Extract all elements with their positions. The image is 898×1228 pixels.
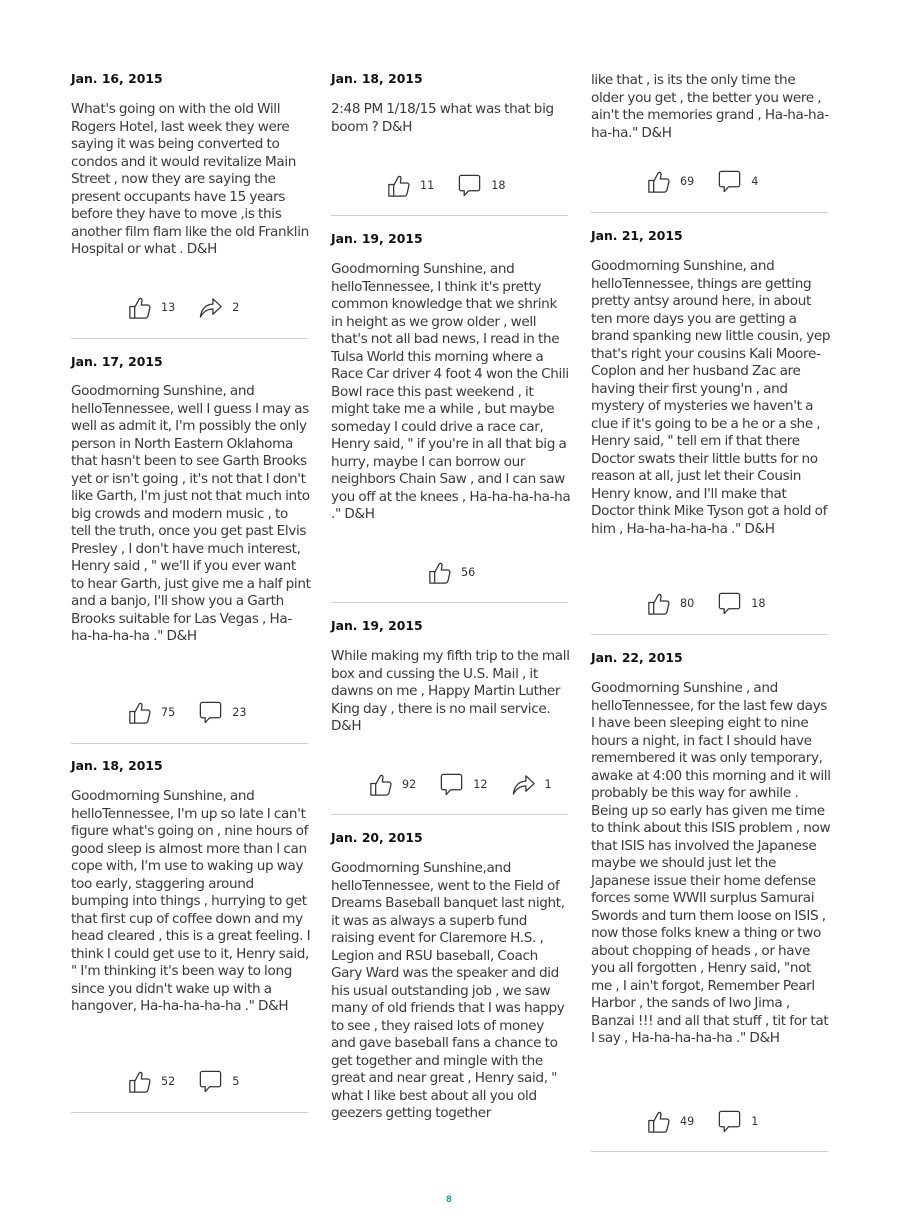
post-divider: [71, 743, 308, 744]
comment-stat[interactable]: [197, 1068, 246, 1095]
post-stats: [426, 558, 475, 586]
thumbs-up-icon[interactable]: [126, 699, 153, 726]
page-number: 8: [446, 1195, 452, 1205]
post-stats: [126, 1067, 246, 1095]
post-stats: [126, 293, 246, 321]
post-text-continued: like that , is its the only time the older you get , the better you were , ain't the memories grand , Ha-ha-ha-ha-ha." D&H: [591, 72, 829, 141]
post-date: Jan. 21, 2015: [591, 228, 683, 243]
post-date: Jan. 20, 2015: [331, 830, 423, 845]
comment-count: 5: [232, 1074, 240, 1088]
post-stats: [385, 171, 506, 199]
thumbs-up-icon[interactable]: [367, 771, 394, 798]
thumbs-up-icon[interactable]: [426, 559, 453, 586]
thumbs-up-icon[interactable]: [126, 294, 153, 321]
share-arrow-icon[interactable]: [197, 294, 224, 321]
post-divider: [331, 602, 568, 603]
comment-stat[interactable]: [716, 590, 765, 617]
thumbs-up-icon[interactable]: [385, 172, 412, 199]
comment-bubble-icon[interactable]: [456, 172, 483, 199]
like-stat[interactable]: [126, 699, 175, 726]
post-divider: [331, 814, 568, 815]
post-text: Goodmorning Sunshine, and helloTennessee, I think it's pretty common knowledge that we shrink in height as we grow older , well that's not all bad news, I read in the Tulsa World this morning where a Race Car driver 4 foot 4 won the Chili Bowl race this past weekend , it might take me a while , but maybe someday I could drive a race car, Henry said, " if you're in all that big a hurry, maybe I can borrow our neighbors Chain Saw , and I can saw you off at the knees , Ha-ha-ha-ha-ha ." D&H: [331, 261, 571, 522]
like-stat[interactable]: [385, 172, 434, 199]
post-divider: [591, 1151, 828, 1152]
like-count: 52: [161, 1074, 176, 1088]
post-text: Goodmorning Sunshine , and helloTennessee, for the last few days I have been sleeping eight to nine hours a night, in fact I should have remembered it was only temporary, awake at 4:00 this morning and it will probably be this way for awhile . Being up so early has given me time to think about this ISIS problem , now that ISIS has involved the Japanese maybe we should just let the Japanese issue their home defense forces some WWII surplus Samurai Swords and turn them loose on ISIS , now those folks knew a thing or two about chopping of heads , or have you all forgotten , Henry said, "not me , I ain't forgot, Remember Pearl Harbor , the sands of Iwo Jima , Banzai !!! and all that stuff , tit for tat I say , Ha-ha-ha-ha-ha ." D&H: [591, 680, 831, 1046]
comment-count: 12: [473, 777, 488, 791]
post-date: Jan. 17, 2015: [71, 354, 163, 369]
post-text: Goodmorning Sunshine,and helloTennessee, went to the Field of Dreams Baseball banquet last night, it was as always a superb fund raising event for Claremore H.S. , Legion and RSU baseball, Coach Gary Ward was the speaker and did his usual outstanding job , we saw many of old friends that I was happy to see , they raised lots of money and gave baseball fans a chance to get together and mingle with the great and near great , Henry said, " what I like best about all you old geezers getting together: [331, 860, 565, 1121]
like-stat[interactable]: [426, 559, 475, 586]
comment-stat[interactable]: [456, 172, 505, 199]
thumbs-up-icon[interactable]: [126, 1068, 153, 1095]
post-text: Goodmorning Sunshine, and helloTennessee, things are getting pretty antsy around here, in about ten more days you are getting a brand spanking new little cousin, yep that's right your cousins Kali Moore-Coplon and her husband Zac are having their first young'n , and mystery of mysteries we haven't a clue if it's going to be a he or a she , Henry said, " tell em if that there Doctor swats their little butts for no reason at all, just let their Cousin Henry know, and I'll make that Doctor think Mike Tyson got a hold of him , Ha-ha-ha-ha-ha ." D&H: [591, 258, 831, 537]
like-count: 80: [680, 596, 695, 610]
post-text: While making my fifth trip to the mall box and cussing the U.S. Mail , it dawns on me , Happy Martin Luther King day , there is no mail service. D&H: [331, 648, 570, 734]
comment-bubble-icon[interactable]: [197, 1068, 224, 1095]
like-count: 92: [402, 777, 417, 791]
comment-count: 4: [751, 174, 759, 188]
comment-stat[interactable]: [716, 1108, 765, 1135]
post-date: Jan. 16, 2015: [71, 71, 163, 86]
share-stat[interactable]: [197, 294, 246, 321]
post-date: Jan. 18, 2015: [71, 758, 163, 773]
post-text: Goodmorning Sunshine, and helloTennessee, well I guess I may as well as admit it, I'm possibly the only person in North Eastern Oklahoma that hasn't been to see Garth Brooks yet or isn't going , it's not that I don't like Garth, I'm just not that much into big crowds and modern music , to tell the truth, once you get past Elvis Presley , I don't have much interest, Henry said , " we'll if you ever want to hear Garth, just give me a half pint and a banjo, I'll show you a Garth Brooks suitable for Las Vegas , Ha-ha-ha-ha-ha ." D&H: [71, 383, 311, 644]
like-count: 56: [461, 565, 476, 579]
post-text: What's going on with the old Will Rogers Hotel, last week they were saying it was being converted to condos and it would revitalize Main Street , now they are saying the present occupants have 15 years before they have to move ,is this another film flam like the old Franklin Hospital or what . D&H: [71, 101, 309, 257]
post-text: 2:48 PM 1/18/15 what was that big boom ? D&H: [331, 101, 554, 135]
comment-bubble-icon[interactable]: [716, 1108, 743, 1135]
thumbs-up-icon[interactable]: [645, 1108, 672, 1135]
share-stat[interactable]: [510, 771, 559, 798]
post-divider: [591, 212, 828, 213]
like-count: 69: [680, 174, 695, 188]
share-arrow-icon[interactable]: [510, 771, 537, 798]
post-divider: [71, 1112, 308, 1113]
thumbs-up-icon[interactable]: [645, 168, 672, 195]
like-stat[interactable]: [126, 1068, 175, 1095]
comment-stat[interactable]: [197, 699, 246, 726]
like-stat[interactable]: [645, 1108, 694, 1135]
post-date: Jan. 18, 2015: [331, 71, 423, 86]
comment-count: 18: [751, 596, 766, 610]
like-count: 11: [420, 178, 435, 192]
like-stat[interactable]: [367, 771, 416, 798]
share-count: 1: [544, 777, 552, 791]
post-divider: [71, 338, 308, 339]
post-stats: [645, 1107, 765, 1135]
post-date: Jan. 19, 2015: [331, 618, 423, 633]
comment-stat[interactable]: [716, 168, 765, 195]
like-count: 75: [161, 705, 176, 719]
comment-count: 23: [232, 705, 247, 719]
comment-stat[interactable]: [438, 771, 487, 798]
thumbs-up-icon[interactable]: [645, 590, 672, 617]
comment-bubble-icon[interactable]: [716, 590, 743, 617]
post-date: Jan. 19, 2015: [331, 231, 423, 246]
comment-count: 18: [491, 178, 506, 192]
comment-bubble-icon[interactable]: [716, 168, 743, 195]
like-stat[interactable]: [126, 294, 175, 321]
post-stats: [645, 589, 766, 617]
comment-bubble-icon[interactable]: [438, 771, 465, 798]
comment-count: 1: [751, 1114, 759, 1128]
like-count: 13: [161, 300, 176, 314]
post-stats: [645, 167, 765, 195]
post-divider: [591, 634, 828, 635]
post-text: Goodmorning Sunshine, and helloTennessee, I'm up so late I can't figure what's going on , nine hours of good sleep is almost more than I can cope with, I'm use to waking up way too early, staggering around bumping into things , hurrying to get that first cup of coffee down and my head cleared , this is a great feeling. I think I could get use to it, Henry said, " I'm thinking it's been way to long since you didn't wake up with a hangover, Ha-ha-ha-ha-ha ." D&H: [71, 788, 311, 1014]
comment-bubble-icon[interactable]: [197, 699, 224, 726]
post-stats: [126, 698, 247, 726]
like-stat[interactable]: [645, 168, 694, 195]
like-count: 49: [680, 1114, 695, 1128]
share-count: 2: [232, 300, 240, 314]
post-stats: [367, 770, 559, 798]
post-date: Jan. 22, 2015: [591, 650, 683, 665]
like-stat[interactable]: [645, 590, 694, 617]
post-divider: [331, 215, 568, 216]
